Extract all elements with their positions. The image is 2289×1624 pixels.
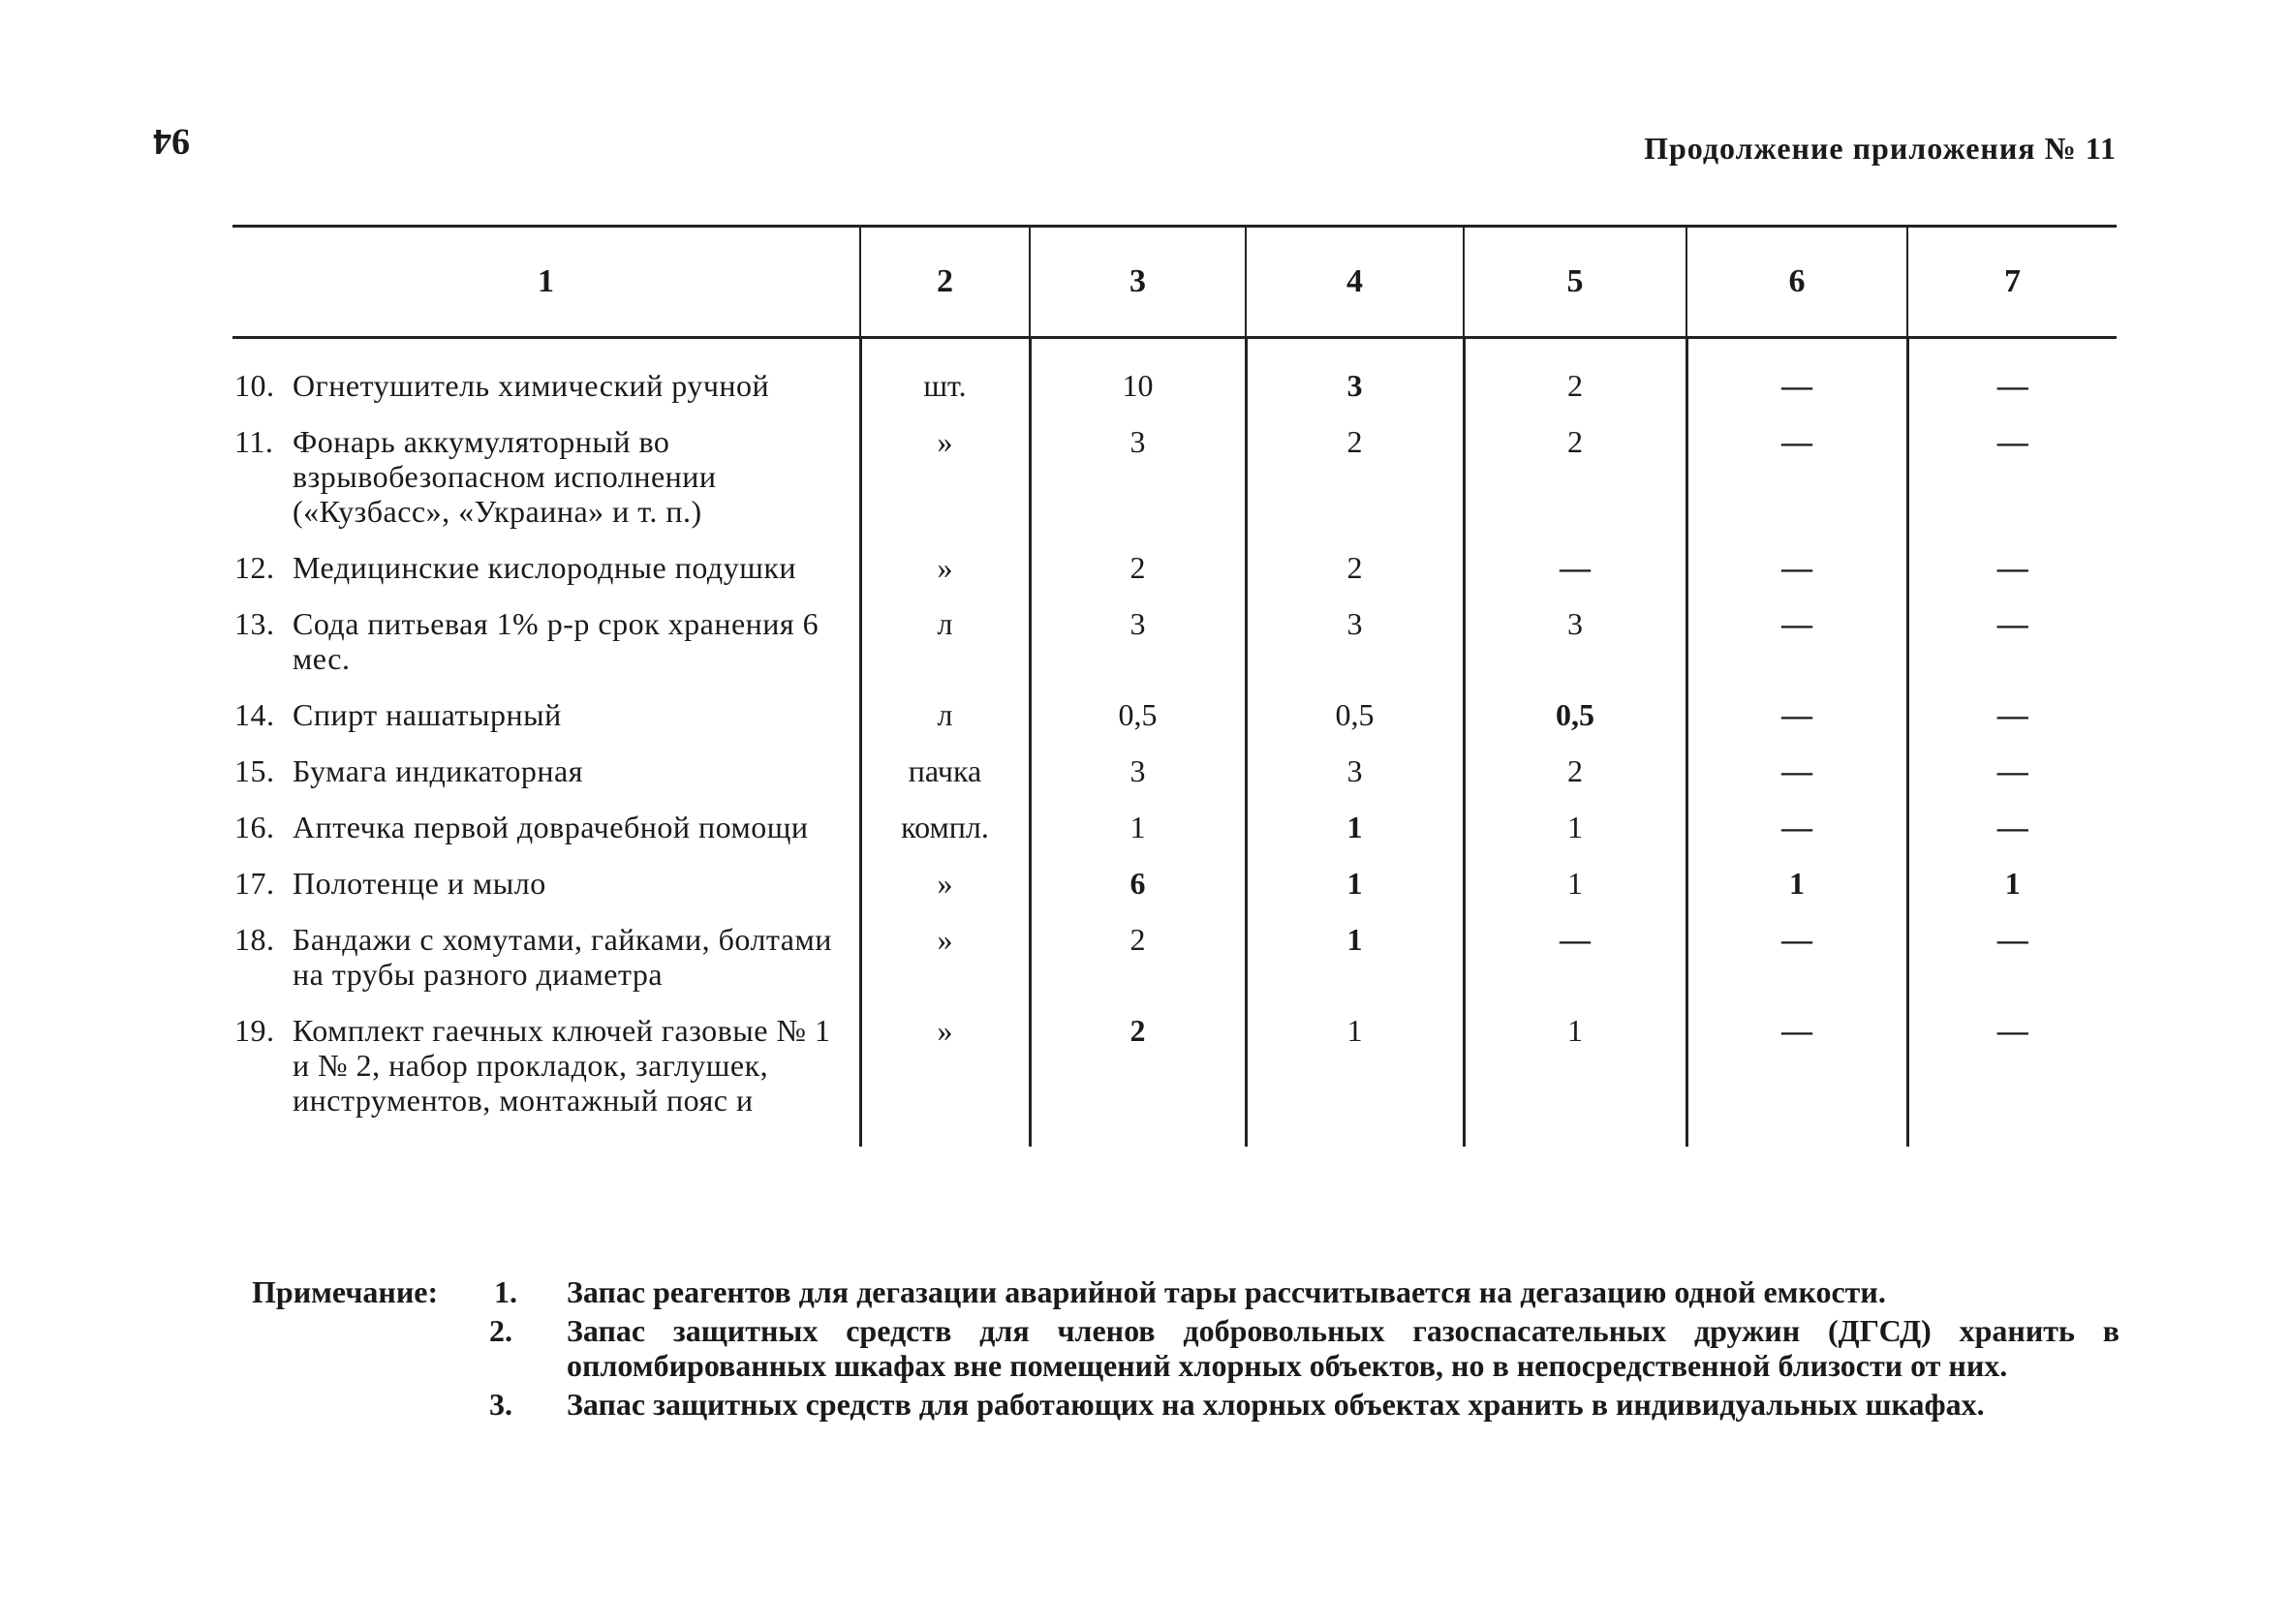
notes-section: [252, 1274, 2119, 1425]
item-label: Полотенце и мыло: [293, 866, 546, 901]
note-number: 2.: [489, 1313, 512, 1348]
unit-cell: пачка: [860, 746, 1030, 802]
item-label: Бандажи с хомутами, гайками, болтами на трубы разного диаметра: [293, 922, 832, 992]
value-cell: —: [1907, 802, 2117, 858]
value-cell: —: [1464, 542, 1686, 598]
item-label: Сода питьевая 1% р-р срок хранения 6 мес.: [293, 606, 820, 676]
value-cell: 0,5: [1464, 689, 1686, 746]
value-cell: 3: [1464, 598, 1686, 689]
item-number: 11.: [234, 424, 274, 459]
note-text: Запас реагентов для дегазации аварийной тары рассчитывается на дегазацию одной емкости.: [567, 1274, 1886, 1309]
column-header: 1: [232, 227, 860, 338]
table-row: [232, 598, 2117, 689]
unit-cell: »: [860, 416, 1030, 542]
column-header: 2: [860, 227, 1030, 338]
item-number: 15.: [234, 753, 275, 788]
value-cell: 1: [1246, 858, 1464, 914]
item-label: Огнетушитель химический ручной: [293, 368, 770, 403]
column-header: 3: [1030, 227, 1246, 338]
note-item: [489, 1387, 2119, 1422]
value-cell: 1: [1686, 858, 1907, 914]
value-cell: 2: [1464, 338, 1686, 417]
table-row: [232, 802, 2117, 858]
value-cell: 3: [1246, 598, 1464, 689]
note-number: 3.: [489, 1387, 512, 1422]
table-row: [232, 338, 2117, 417]
notes-label: Примечание:: [252, 1274, 439, 1309]
value-cell: —: [1907, 338, 2117, 417]
column-header: 6: [1686, 227, 1907, 338]
unit-cell: л: [860, 689, 1030, 746]
note-item: [252, 1274, 2119, 1309]
value-cell: 1: [1030, 802, 1246, 858]
supplies-table: [232, 225, 2117, 1147]
table-row: [232, 858, 2117, 914]
item-name: [232, 858, 860, 914]
item-number: 18.: [234, 922, 275, 957]
table-row: [232, 689, 2117, 746]
value-cell: —: [1686, 802, 1907, 858]
item-number: 12.: [234, 550, 275, 585]
value-cell: —: [1907, 746, 2117, 802]
value-cell: —: [1686, 1005, 1907, 1147]
value-cell: 3: [1246, 746, 1464, 802]
header-row: [232, 227, 2117, 338]
value-cell: 3: [1030, 416, 1246, 542]
value-cell: —: [1686, 914, 1907, 1005]
unit-cell: »: [860, 914, 1030, 1005]
value-cell: 0,5: [1246, 689, 1464, 746]
note-number: 1.: [494, 1274, 517, 1309]
value-cell: 2: [1464, 416, 1686, 542]
value-cell: 2: [1030, 542, 1246, 598]
value-cell: —: [1907, 1005, 2117, 1147]
value-cell: 1: [1246, 914, 1464, 1005]
page-header: Продолжение приложения № 11: [1644, 131, 2117, 166]
item-label: Фонарь аккумуляторный во взрывобезопасном исполнении («Кузбасс», «Украина» и т. п.): [293, 424, 717, 529]
item-label: Спирт нашатырный: [293, 697, 562, 732]
value-cell: —: [1907, 598, 2117, 689]
value-cell: —: [1907, 914, 2117, 1005]
value-cell: —: [1686, 598, 1907, 689]
value-cell: —: [1464, 914, 1686, 1005]
item-label: Комплект гаечных ключей газовые № 1 и № 2, набор прокладок, заглушек, инструментов, монтажный пояс и: [293, 1013, 831, 1118]
value-cell: 1: [1246, 1005, 1464, 1147]
value-cell: 6: [1030, 858, 1246, 914]
column-header: 7: [1907, 227, 2117, 338]
value-cell: 1: [1464, 858, 1686, 914]
value-cell: —: [1907, 542, 2117, 598]
item-name: [232, 689, 860, 746]
unit-cell: шт.: [860, 338, 1030, 417]
value-cell: 2: [1030, 1005, 1246, 1147]
unit-cell: »: [860, 858, 1030, 914]
item-name: [232, 598, 860, 689]
value-cell: 1: [1464, 802, 1686, 858]
value-cell: 2: [1246, 542, 1464, 598]
value-cell: 3: [1030, 598, 1246, 689]
table-row: [232, 416, 2117, 542]
item-name: [232, 746, 860, 802]
value-cell: —: [1907, 416, 2117, 542]
item-number: 19.: [234, 1013, 275, 1048]
unit-cell: »: [860, 1005, 1030, 1147]
value-cell: 3: [1246, 338, 1464, 417]
item-label: Медицинские кислородные подушки: [293, 550, 796, 585]
value-cell: —: [1686, 542, 1907, 598]
value-cell: —: [1907, 689, 2117, 746]
item-name: [232, 416, 860, 542]
value-cell: —: [1686, 338, 1907, 417]
item-label: Бумага индикаторная: [293, 753, 583, 788]
value-cell: 3: [1030, 746, 1246, 802]
page-number: 94: [153, 121, 190, 162]
column-header: 4: [1246, 227, 1464, 338]
value-cell: 10: [1030, 338, 1246, 417]
note-text: Запас защитных средств для членов добровольных газоспасательных дружин (ДГСД) хранить в опломбированных шкафах вне помещений хлорных объектов, но в непосредственной близости от них.: [567, 1313, 2119, 1383]
value-cell: —: [1686, 746, 1907, 802]
item-name: [232, 914, 860, 1005]
table-row: [232, 746, 2117, 802]
item-number: 17.: [234, 866, 275, 901]
item-name: [232, 338, 860, 417]
value-cell: 2: [1030, 914, 1246, 1005]
value-cell: 1: [1464, 1005, 1686, 1147]
table-row: [232, 542, 2117, 598]
value-cell: —: [1686, 689, 1907, 746]
unit-cell: »: [860, 542, 1030, 598]
value-cell: 2: [1246, 416, 1464, 542]
value-cell: 0,5: [1030, 689, 1246, 746]
item-name: [232, 1005, 860, 1147]
value-cell: —: [1686, 416, 1907, 542]
note-item: [489, 1313, 2119, 1383]
value-cell: 2: [1464, 746, 1686, 802]
column-header: 5: [1464, 227, 1686, 338]
item-number: 16.: [234, 810, 275, 844]
unit-cell: компл.: [860, 802, 1030, 858]
item-name: [232, 802, 860, 858]
value-cell: 1: [1907, 858, 2117, 914]
item-name: [232, 542, 860, 598]
value-cell: 1: [1246, 802, 1464, 858]
note-text: Запас защитных средств для работающих на хлорных объектах хранить в индивидуальных шкафах.: [567, 1387, 1985, 1422]
item-number: 14.: [234, 697, 275, 732]
item-label: Аптечка первой доврачебной помощи: [293, 810, 809, 844]
item-number: 10.: [234, 368, 275, 403]
item-number: 13.: [234, 606, 275, 641]
unit-cell: л: [860, 598, 1030, 689]
table-row: [232, 1005, 2117, 1147]
table-row: [232, 914, 2117, 1005]
